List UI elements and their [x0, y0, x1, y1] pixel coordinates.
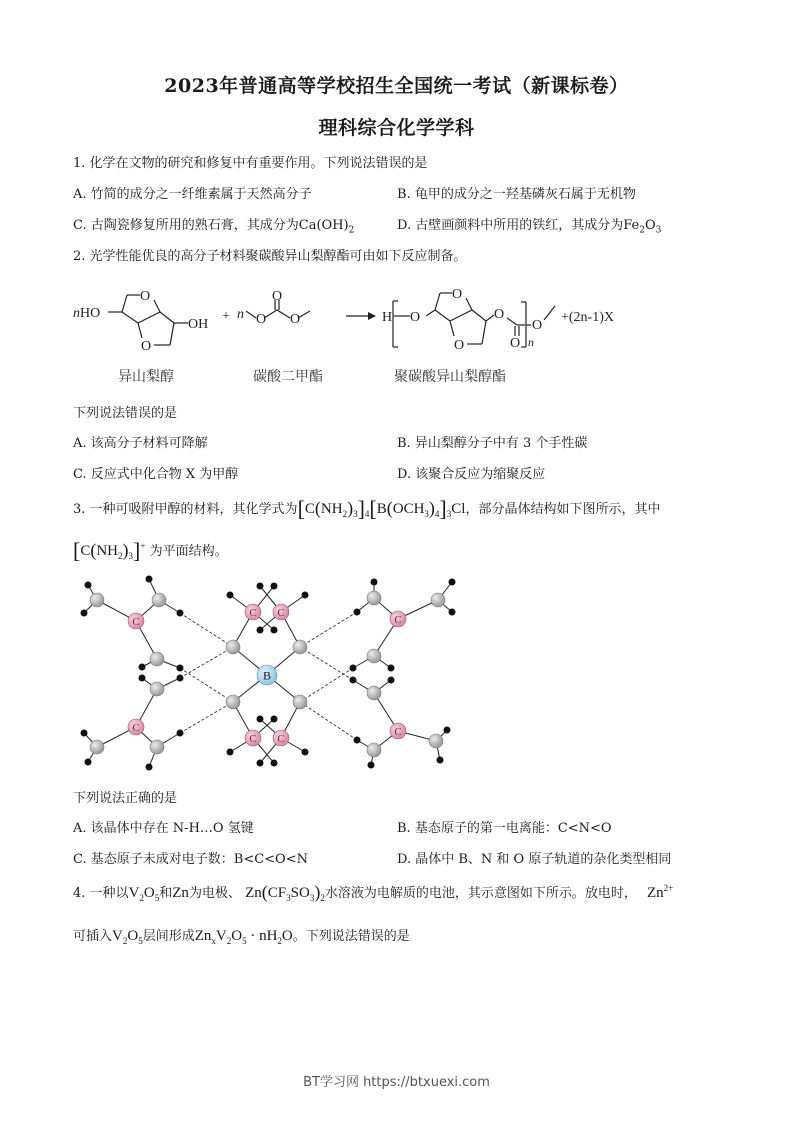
svg-text:O: O: [256, 312, 267, 327]
formula-v2o5: $V_2O_5$: [128, 885, 160, 903]
q1-option-a[interactable]: [73, 183, 312, 202]
svg-text:O: O: [141, 339, 152, 354]
q2-option-c[interactable]: C. 反应式中化合物 X 为甲醇: [73, 467, 239, 482]
question-number: 2.: [73, 249, 86, 264]
svg-text:O: O: [410, 310, 421, 325]
q1-option-c[interactable]: C. 古陶瓷修复所用的熟石膏，其成分为$Ca(OH)_2$: [73, 218, 355, 236]
crystal-structure-diagram: [60, 570, 480, 780]
option-text: 古壁画颜料中所用的铁红，其成分为: [415, 218, 624, 233]
question-3: 3. 一种可吸附甲醇的材料，其化学式为$[C(NH_2)_3]_4[B(OCH_3)_4]_3Cl$，部分晶体结构如下图所示，其中: [73, 496, 661, 521]
option-letter: B.: [397, 187, 411, 202]
exam-subtitle: 理科综合化学学科: [318, 117, 475, 139]
question-stem: 化学在文物的研究和修复中有重要作用。下列说法错误的是: [89, 156, 428, 171]
q2-sub-stem: 下列说法错误的是: [73, 406, 178, 421]
formula-v2o5: $V_2O_5$: [112, 928, 143, 946]
svg-text:C: C: [132, 722, 140, 734]
question-3-line2: $[C(NH_2)_3]^+$ 为平面结构。: [73, 538, 228, 563]
q3-option-c[interactable]: C. 基态原子未成对电子数：B<C<O<N: [73, 852, 308, 867]
svg-text:H: H: [382, 310, 393, 325]
svg-text:C: C: [277, 607, 285, 619]
q1-option-d[interactable]: D. 古壁画颜料中所用的铁红，其成分为$Fe_2O_3$: [397, 218, 662, 236]
coef-n: nHO: [73, 306, 101, 321]
svg-text:B: B: [262, 668, 272, 683]
q2-option-b[interactable]: B. 异山梨醇分子中有 3 个手性碳: [397, 436, 588, 451]
svg-text:O: O: [140, 289, 151, 304]
svg-text:C: C: [249, 607, 257, 619]
q2-option-a[interactable]: A. 该高分子材料可降解: [73, 436, 208, 451]
q2-option-d[interactable]: D. 该聚合反应为缩聚反应: [397, 467, 546, 482]
formula-zn: Zn: [172, 885, 189, 901]
question-4: 4. 一种以$V_2O_5$和Zn为电极、 $Zn(CF_3SO_3)_2$水溶液为电解质的电池，其示意图如下所示。放电时， $Zn^{2+}$: [73, 882, 674, 903]
q3-option-d[interactable]: D. 晶体中 B、N 和 O 原子轨道的杂化类型相同: [397, 852, 672, 867]
reaction-scheme: [60, 278, 700, 393]
option-text: 古陶瓷修复所用的熟石膏，其成分为: [90, 218, 299, 233]
svg-text:O: O: [272, 289, 283, 304]
question-number: 1.: [73, 156, 86, 171]
q3-sub-stem: 下列说法正确的是: [73, 791, 178, 806]
formula: Ca(OH): [298, 218, 349, 233]
svg-text:O: O: [510, 336, 521, 351]
option-letter: D.: [397, 218, 412, 233]
svg-text:O: O: [454, 338, 465, 353]
formula-zn-ion: $Zn^{2+}$: [646, 883, 674, 901]
svg-text:OH: OH: [188, 317, 209, 332]
formula-product: $Zn_xV_2O_5 \cdot nH_2O$: [194, 928, 293, 946]
svg-text:C: C: [394, 726, 402, 738]
svg-text:O: O: [494, 307, 505, 322]
svg-text:O: O: [532, 318, 543, 333]
chemical-formula: $[C(NH_2)_3]_4[B(OCH_3)_4]_3Cl$: [297, 496, 466, 521]
svg-text:C: C: [249, 733, 257, 745]
formula-zn-triflate: $Zn(CF_3SO_3)_2$: [245, 882, 325, 903]
cation-formula: $[C(NH_2)_3]^+$: [73, 538, 146, 563]
svg-text:n: n: [528, 335, 534, 349]
label-dimethyl-carbonate: 碳酸二甲酯: [253, 370, 323, 385]
q3-option-b[interactable]: B. 基态原子的第一电离能：C<N<O: [397, 821, 612, 836]
option-text: 竹简的成分之一纤维素属于天然高分子: [90, 187, 312, 202]
option-letter: C.: [73, 218, 87, 233]
question-1: [73, 152, 428, 171]
label-isosorbide: 异山梨醇: [118, 370, 174, 385]
exam-title: 2023年普通高等学校招生全国统一考试（新课标卷）: [164, 75, 629, 97]
option-letter: A.: [73, 187, 87, 202]
svg-text:+: +: [222, 309, 230, 324]
question-stem: 光学性能优良的高分子材料聚碳酸异山梨醇酯可由如下反应制备。: [89, 249, 467, 264]
question-2: [73, 245, 467, 264]
svg-text:O: O: [290, 312, 301, 327]
boron-atom: [257, 665, 277, 685]
svg-text:C: C: [132, 616, 140, 628]
label-polycarbonate: 聚碳酸异山梨醇酯: [394, 370, 506, 385]
svg-text:C: C: [394, 614, 402, 626]
svg-text:O: O: [452, 287, 463, 302]
q1-option-b[interactable]: [397, 183, 636, 202]
svg-text:n: n: [237, 307, 244, 322]
footer-watermark: BT学习网 https://btxuexi.com: [303, 1075, 490, 1090]
svg-text:C: C: [277, 733, 285, 745]
q3-option-a[interactable]: A. 该晶体中存在 N-H…O 氢键: [73, 821, 254, 836]
question-4-line2: 可插入$V_2O_5$层间形成$Zn_xV_2O_5 \cdot nH_2O$。下列说法错误的是: [73, 928, 410, 946]
svg-text:+(2n-1)X: +(2n-1)X: [561, 310, 614, 325]
option-text: 龟甲的成分之一羟基磷灰石属于无机物: [414, 187, 636, 202]
